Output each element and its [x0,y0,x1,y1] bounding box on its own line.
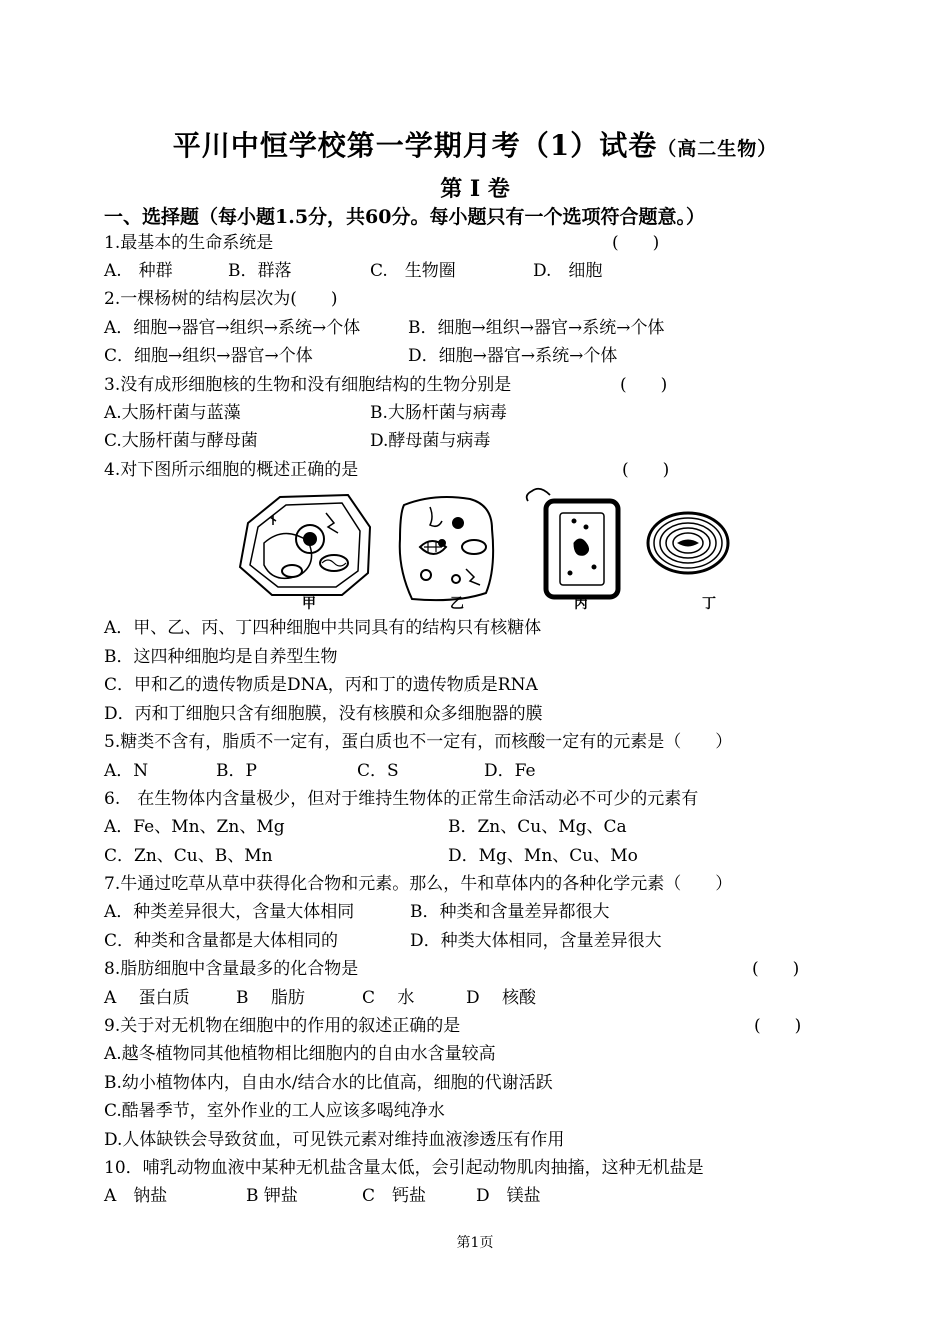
q6-option-b: B．Zn、Cu、Mg、Ca [448,817,627,837]
caption-yi: 乙 [450,596,464,612]
q5-option-b: B．P [216,761,257,781]
q1-option-d: D. 细胞 [533,261,603,281]
q5-option-c: C．S [357,761,399,781]
q10-option-a: A 钠盐 [104,1186,168,1206]
q3-option-c: C.大肠杆菌与酵母菌 [104,431,258,451]
plant-cell-image [240,495,370,595]
q9-option-d: D.人体缺铁会导致贫血，可见铁元素对维持血液渗透压有作用 [104,1130,565,1150]
section-heading: 一、选择题（每小题1.5分，共60分。每小题只有一个选项符合题意。） [104,206,705,228]
q5-stem: 5.糖类不含有，脂质不一定有，蛋白质也不一定有，而核酸一定有的元素是（ ） [104,732,733,752]
q2-option-d: D．细胞→器官→系统→个体 [408,346,618,366]
q10-option-d: D 镁盐 [476,1186,541,1206]
caption-ding: 丁 [702,596,716,612]
q4-answer-paren: ( ) [622,460,670,480]
q6-option-c: C．Zn、Cu、B、Mn [104,846,273,866]
q10-option-b: B 钾盐 [246,1186,298,1206]
q9-answer-paren: ( ) [754,1016,802,1036]
q7-option-b: B．种类和含量差异都很大 [410,902,610,922]
q5-option-a: A．N [104,761,149,781]
q4-option-c: C．甲和乙的遗传物质是DNA，丙和丁的遗传物质是RNA [104,675,538,695]
animal-cell-image [400,497,493,600]
caption-jia: 甲 [302,596,316,612]
q3-stem: 3.没有成形细胞核的生物和没有细胞结构的生物分别是 [104,375,512,395]
title-main: 平川中恒学校第一学期月考（1）试卷 [172,129,658,162]
q9-option-b: B.幼小植物体内，自由水/结合水的比值高，细胞的代谢活跃 [104,1073,553,1093]
q8-answer-paren: ( ) [752,959,800,979]
q10-stem: 10．哺乳动物血液中某种无机盐含量太低，会引起动物肌肉抽搐，这种无机盐是 [104,1158,704,1178]
q4-stem: 4.对下图所示细胞的概述正确的是 [104,460,359,480]
bacterium-image [527,489,618,597]
q1-option-c: C. 生物圈 [370,261,456,281]
cyanobacterium-image [648,513,728,573]
q9-stem: 9.关于对无机物在细胞中的作用的叙述正确的是 [104,1016,461,1036]
q1-option-b: B．群落 [228,261,292,281]
q7-option-c: C．种类和含量都是大体相同的 [104,931,339,951]
q3-option-b: B.大肠杆菌与病毒 [370,403,507,423]
q3-option-a: A.大肠杆菌与蓝藻 [104,403,241,423]
q4-option-a: A．甲、乙、丙、丁四种细胞中共同具有的结构只有核糖体 [104,618,542,638]
title-subject: （高二生物） [657,138,778,160]
q9-option-c: C.酷暑季节，室外作业的工人应该多喝纯净水 [104,1101,445,1121]
q6-option-a: A．Fe、Mn、Zn、Mg [104,817,285,837]
q7-stem: 7.牛通过吃草从草中获得化合物和元素。那么，牛和草体内的各种化学元素（ ） [104,874,733,894]
q8-option-d: D 核酸 [466,988,537,1008]
q8-stem: 8.脂肪细胞中含量最多的化合物是 [104,959,359,979]
q2-option-c: C．细胞→组织→器官→个体 [104,346,313,366]
q6-option-d: D．Mg、Mn、Cu、Mo [448,846,638,866]
exam-title [0,124,950,164]
q9-option-a: A.越冬植物同其他植物相比细胞内的自由水含量较高 [104,1044,496,1064]
q5-option-d: D．Fe [484,761,536,781]
q2-stem: 2.一棵杨树的结构层次为( ) [104,289,338,309]
q4-option-d: D．丙和丁细胞只含有细胞膜，没有核膜和众多细胞器的膜 [104,704,543,724]
q8-option-c: C 水 [362,988,415,1008]
q1-option-a: A. 种群 [104,261,173,281]
q2-option-a: A．细胞→器官→组织→系统→个体 [104,318,361,338]
q6-stem: 6. 在生物体内含量极少，但对于维持生物体的正常生命活动必不可少的元素有 [104,789,699,809]
q10-option-c: C 钙盐 [362,1186,427,1206]
cell-diagram-figure [230,483,750,613]
q3-answer-paren: ( ) [620,375,668,395]
page-number: 第1页 [456,1235,494,1251]
caption-bing: 丙 [574,596,588,612]
q3-option-d: D.酵母菌与病毒 [370,431,491,451]
q1-stem: 1.最基本的生命系统是 [104,233,274,253]
volume-heading: 第 I 卷 [440,176,510,202]
q7-option-a: A．种类差异很大，含量大体相同 [104,902,355,922]
q1-answer-paren: ( ) [612,233,660,253]
q8-option-a: A 蛋白质 [104,988,190,1008]
q4-option-b: B．这四种细胞均是自养型生物 [104,647,338,667]
q2-option-b: B．细胞→组织→器官→系统→个体 [408,318,665,338]
q7-option-d: D．种类大体相同，含量差异很大 [410,931,662,951]
q8-option-b: B 脂肪 [236,988,305,1008]
